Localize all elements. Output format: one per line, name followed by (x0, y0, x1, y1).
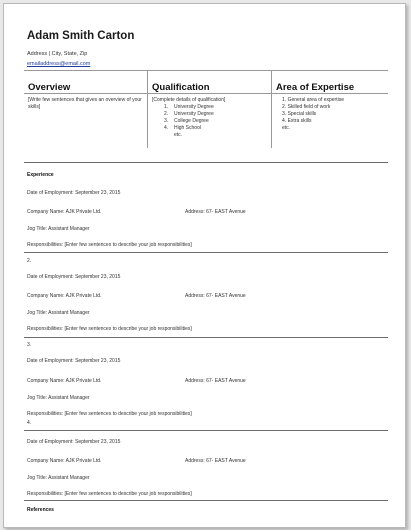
expertise-item: 1. General area of expertise (282, 97, 344, 103)
expertise-item: 4. Extra skills (282, 118, 312, 124)
responsibilities: Responsibilities: [Enter few sentences to describe your job responsibilities] (27, 491, 192, 497)
expertise-etc: etc. (282, 125, 291, 131)
job-title: Jog Title: Assistant Manager (27, 475, 90, 481)
expertise-item: 2. Skilled field of work (282, 104, 331, 110)
employment-date: Date of Employment: September 23, 2015 (27, 439, 121, 445)
overview-heading: Overview (24, 70, 147, 94)
entry-divider (24, 337, 388, 338)
qualification-item: 3. College Degree (164, 118, 209, 124)
qualification-list (152, 104, 267, 132)
job-title: Jog Title: Assistant Manager (27, 395, 90, 401)
employment-date: Date of Employment: September 23, 2015 (27, 274, 121, 280)
employment-date: Date of Employment: September 23, 2015 (27, 358, 121, 364)
entry-number: 3. (27, 342, 32, 348)
qualification-heading: Qualification (148, 70, 271, 94)
qualification-intro: [Complete details of qualification] (152, 97, 226, 103)
company-name: Company Name: AJK Private Ltd. (27, 209, 102, 215)
company-address: Address: 67- EAST Avenue (185, 378, 246, 384)
qualification-item: 4. High School (164, 125, 201, 131)
employment-date: Date of Employment: September 23, 2015 (27, 190, 121, 196)
responsibilities: Responsibilities: [Enter few sentences to describe your job responsibilities] (27, 411, 192, 417)
qualification-item: 2. University Degree (164, 111, 214, 117)
email-link[interactable]: emailaddress@email.com (27, 61, 91, 67)
entry-number: 2. (27, 258, 32, 264)
job-title: Jog Title: Assistant Manager (27, 310, 90, 316)
expertise-column (272, 70, 388, 148)
company-address: Address: 67- EAST Avenue (185, 293, 246, 299)
applicant-name: Adam Smith Carton (27, 30, 135, 42)
expertise-heading: Area of Expertise (272, 70, 388, 94)
job-title: Jog Title: Assistant Manager (27, 226, 90, 232)
company-address: Address: 67- EAST Avenue (185, 209, 246, 215)
overview-text: [Write few sentences that gives an overview of your skills] (28, 97, 142, 110)
company-name: Company Name: AJK Private Ltd. (27, 293, 102, 299)
overview-column (24, 70, 148, 148)
qualification-item: 1. University Degree (164, 104, 214, 110)
expertise-list (276, 97, 384, 125)
company-address: Address: 67- EAST Avenue (185, 458, 246, 464)
expertise-item: 3. Special skills (282, 111, 317, 117)
entry-number: 4. (27, 420, 32, 426)
qualification-etc: etc. (174, 132, 183, 138)
responsibilities: Responsibilities: [Enter few sentences to describe your job responsibilities] (27, 242, 192, 248)
company-name: Company Name: AJK Private Ltd. (27, 378, 102, 384)
responsibilities: Responsibilities: [Enter few sentences to describe your job responsibilities] (27, 326, 192, 332)
company-name: Company Name: AJK Private Ltd. (27, 458, 102, 464)
section-divider (24, 162, 388, 163)
address-line: Address | City, State, Zip (27, 51, 88, 57)
entry-divider (24, 252, 388, 253)
section-divider (24, 500, 388, 501)
summary-table (24, 70, 388, 148)
references-heading: References (27, 507, 54, 513)
experience-heading: Experience (27, 172, 54, 178)
qualification-column (148, 70, 272, 148)
resume-page (3, 3, 406, 528)
entry-divider (24, 430, 388, 431)
